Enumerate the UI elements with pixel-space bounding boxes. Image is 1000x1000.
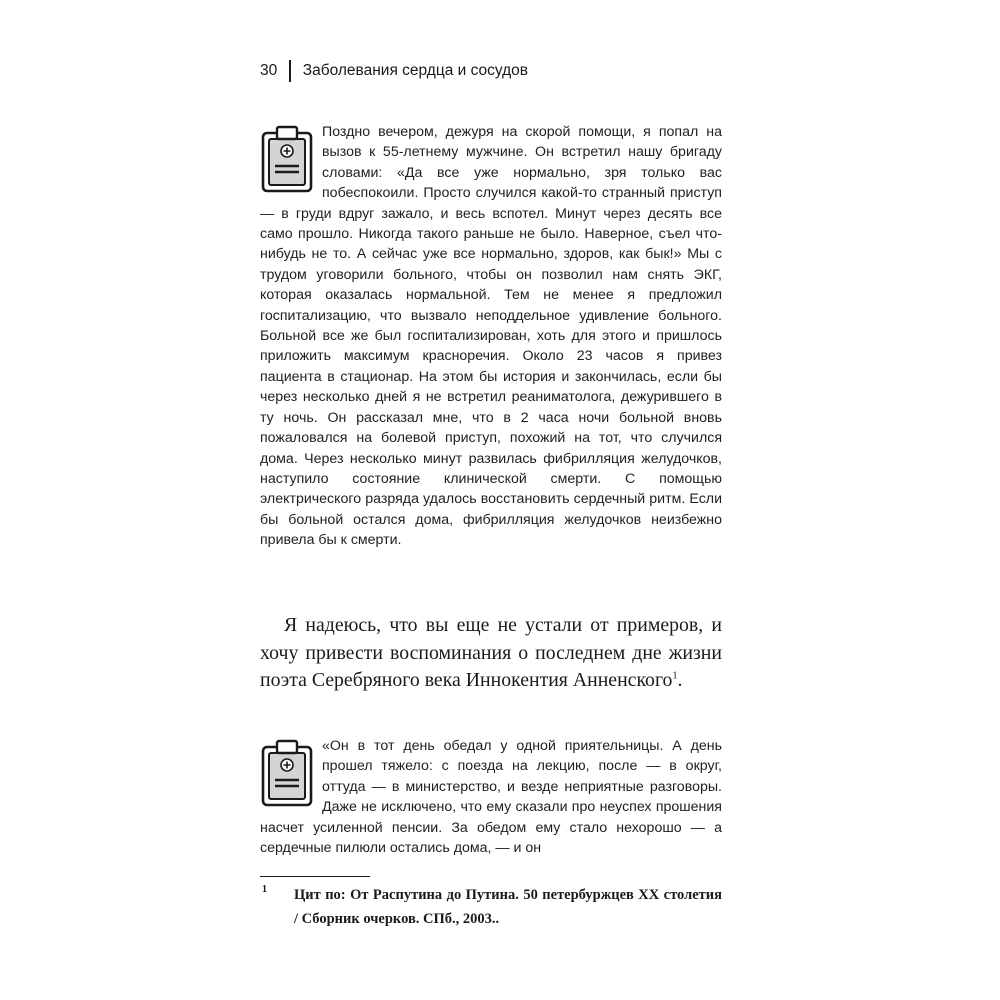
footnote	[260, 883, 722, 931]
clipboard-medical-icon	[260, 124, 316, 194]
clipboard-medical-icon	[260, 738, 316, 808]
chapter-title: Заболевания сердца и сосудов	[302, 62, 529, 79]
case-example-2	[260, 736, 722, 858]
main-paragraph-text: Я надеюсь, что вы еще не устали от примеров, и хочу привести воспоминания о последнем дне жизни поэта Серебряного века Иннокентия Анненского	[260, 614, 722, 691]
case-example-2-text: «Он в тот день обедал у одной приятельницы. А день прошел тяжело: с поезда на лекцию, после — в округ, оттуда — в министерство, и везде неприятные разговоры. Даже не исключено, что ему сказали про неуспех прошения насчет усиленной пенсии. За обедом ему стало нехорошо — а сердечные пилюли остались дома, — и он	[260, 738, 722, 857]
running-header	[260, 58, 528, 84]
page-number: 30	[260, 62, 278, 79]
footnote-text: Цит по: От Распутина до Путина. 50 петербуржцев XX столетия / Сборник очерков. СПб., 2003..	[294, 887, 722, 927]
main-paragraph-end: .	[677, 669, 683, 691]
footnote-number: 1	[262, 884, 267, 895]
footnote-reference[interactable]: 1	[672, 670, 678, 682]
main-paragraph	[260, 612, 722, 695]
case-example-1	[260, 122, 722, 551]
footnote-divider	[260, 876, 370, 877]
case-example-1-text: Поздно вечером, дежуря на скорой помощи, я попал на вызов к 55-летнему мужчине. Он встретил нашу бригаду словами: «Да все уже нормально, зря только вас побеспокоили. Просто случился какой-то странный приступ — в груди вдруг зажало, и весь вспотел. Минут через десять все само прошло. Никогда такого раньше не было. Наверное, съел что-нибудь не то. А сейчас уже все нормально, здоров, как бык!» Мы с трудом уговорили больного, чтобы он позволил нам снять ЭКГ, которая оказалась нормальной. Тем не менее я предложил госпитализацию, что вызвало неподдельное удивление больного. Больной все же был госпитализирован, хоть для этого и пришлось приложить максимум красноречия. Около 23 часов я привез пациента в стационар. На этом бы история и закончилась, если бы через несколько дней я не встретил реаниматолога, дежурившего в ту ночь. Он рассказал мне, что в 2 часа ночи больной вновь пожаловался на болевой приступ, похожий на тот, что случился дома. Через несколько минут развилась фибрилляция желудочков, наступило состояние клинической смерти. С помощью электрического разряда удалось восстановить сердечный ритм. Если бы больной остался дома, фибрилляция желудочков неизбежно привела бы к смерти.	[260, 124, 722, 549]
